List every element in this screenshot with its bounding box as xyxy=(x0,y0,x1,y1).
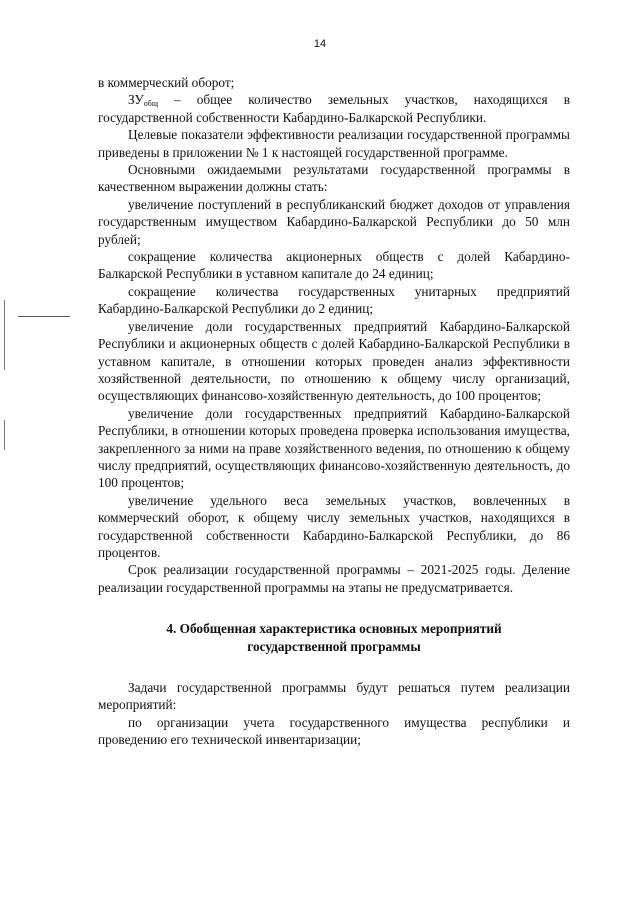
list-item: увеличение доли государственных предприятий Кабардино-Балкарской Республики и акционерных обществ с долей Кабардино-Балкарской Республики в уставном капитале, в отношении которых проведен анализ эффективности хозяйственной деятельности, по отношению к общему числу организаций, осуществляющих финансово-хозяйственную деятельность, до 100 процентов; xyxy=(98,318,570,404)
list-item: увеличение поступлений в республиканский бюджет доходов от управления государственным имуществом Кабардино-Балкарской Республики до 50 млн рублей; xyxy=(98,196,570,247)
section-heading-line2: государственной программы xyxy=(247,638,421,654)
variable-subscript: общ xyxy=(143,99,158,109)
list-item: увеличение удельного веса земельных участков, вовлеченных в коммерческий оборот, к общему числу земельных участков, находящихся в государственной собственности Кабардино-Балкарской Республики, до 86 процентов. xyxy=(98,492,570,560)
scan-mark xyxy=(4,420,5,450)
list-item: сокращение количества акционерных обществ с долей Кабардино-Балкарской Республики в уставном капитале до 24 единиц; xyxy=(98,249,570,282)
document-body xyxy=(98,74,570,749)
list-item: сокращение количества государственных унитарных предприятий Кабардино-Балкарской Республики до 2 единиц; xyxy=(98,283,570,317)
list-item: по организации учета государственного имущества республики и проведению его технической инвентаризации; xyxy=(98,714,570,748)
scan-mark xyxy=(4,300,5,370)
paragraph xyxy=(98,91,570,126)
paragraph: Срок реализации государственной программы – 2021-2025 годы. Деление реализации государственной программы на этапы не предусматривается. xyxy=(98,562,570,595)
section-heading-line1: 4. Обобщенная характеристика основных мероприятий xyxy=(166,621,502,637)
page-number: 14 xyxy=(313,38,327,50)
paragraph: в коммерческий оборот; xyxy=(98,75,235,90)
variable-name: ЗУ xyxy=(128,92,144,108)
section-heading xyxy=(98,620,570,655)
paragraph: Целевые показатели эффективности реализации государственной программы приведены в приложении № 1 к настоящей государственной программе. xyxy=(98,127,570,160)
paragraph: Задачи государственной программы будут решаться путем реализации мероприятий: xyxy=(98,680,570,713)
scan-mark xyxy=(18,316,70,317)
paragraph: Основными ожидаемыми результатами государственной программы в качественном выражении должны стать: xyxy=(98,162,570,195)
list-item: увеличение доли государственных предприятий Кабардино-Балкарской Республики, в отношении которых проведена проверка использования имущества, закрепленного за ними на праве хозяйственного ведения, по отношению к общему числу предприятий, осуществляющих финансово-хозяйственную деятельность, до 100 процентов; xyxy=(98,405,570,491)
variable-definition: – общее количество земельных участков, находящихся в государственной собственности Кабардино-Балкарской Республики. xyxy=(98,92,570,125)
